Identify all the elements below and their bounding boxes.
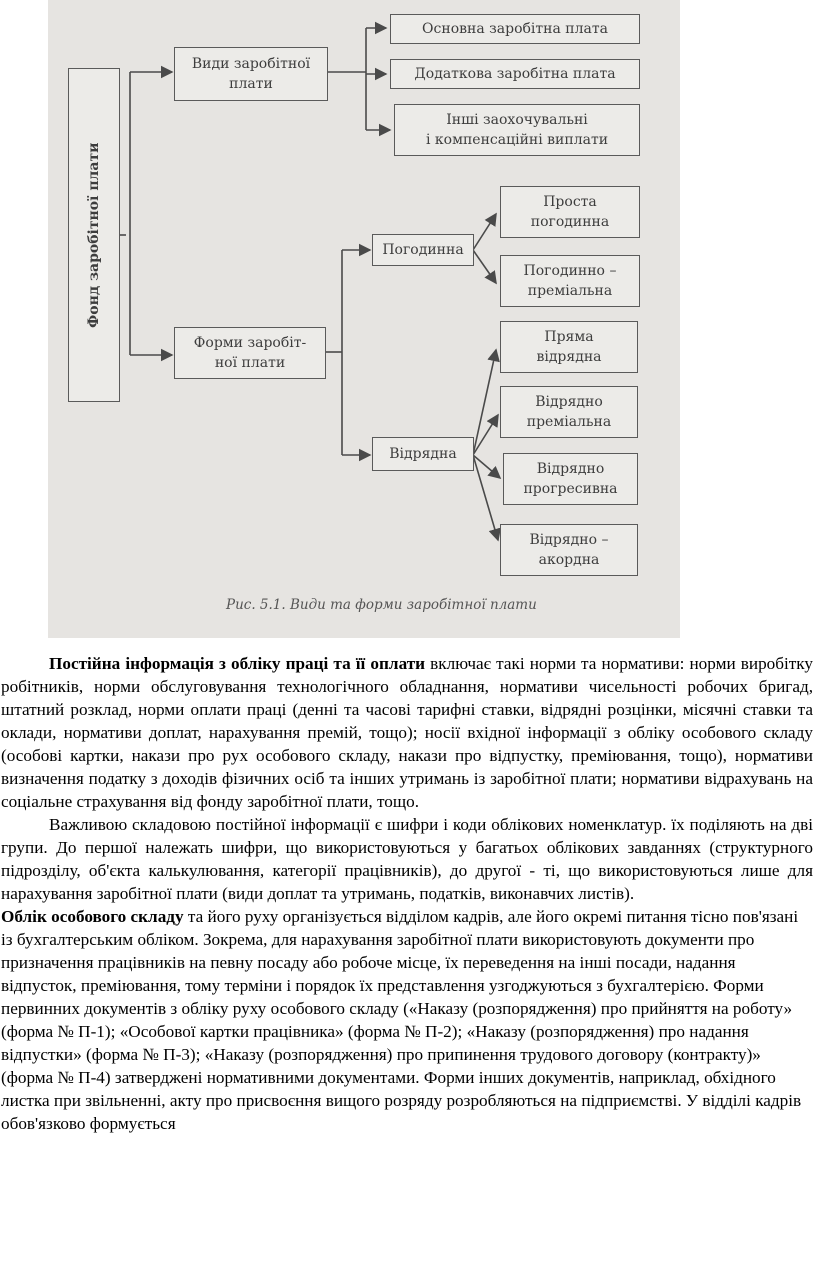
other-payments-box: Інші заохочувальні і компенсаційні виплати [394,104,640,156]
simple-time-box: Проста погодинна [500,186,640,238]
paragraph-1-heading: Постійна інформація з обліку праці та її оплати [49,654,426,673]
body-text [0,652,816,1135]
piece-bonus-box: Відрядно преміальна [500,386,638,438]
time-bonus-box: Погодинно – преміальна [500,255,640,307]
piece-progressive-box: Відрядно прогресивна [503,453,638,505]
direct-piece-box: Пряма відрядна [500,321,638,373]
additional-wage-box: Додаткова заробітна плата [390,59,640,89]
paragraph-3-heading: Облік особового складу [1,907,184,926]
paragraph-codes: Важливою складовою постійної інформації є шифри і коди облікових номенклатур. їх поділяють на дві групи. До першої належать шифри, що використовуються у багатьох облікових завданнях (структурного підрозділу, об'єкта калькулювання, категорії працівників), до другої - ті, що використовуються лише для нарахування заробітної плати (види доплат та утримань, податків, виконавчих листів). [1,815,813,903]
wage-forms-box: Форми заробіт- ної плати [174,327,326,379]
wage-diagram-figure [48,0,680,638]
paragraph-personnel [0,905,816,1135]
time-based-box: Погодинна [372,234,474,266]
paragraph-1-body: включає такі норми та нормативи: норми виробітку робітників, норми обслуговування технологічного обладнання, нормативи чисельності робочих бригад, штатний розклад, норми оплати праці (денні та часові тарифні ставки, відрядні розцінки, місячні ставки та оклади, нормативи доплат, нарахування премій, тощо); носії вхідної інформації з обліку особового складу (особові картки, накази про рух особового складу, накази про відпустку, преміювання, тощо), нормативи визначення податку з доходів фізичних осіб та інших утримань із заробітної плати; нормативи відрахувань на соціальне страхування від фонду заробітної плати, тощо. [1,654,813,811]
paragraph-3-body: та його руху організується відділом кадрів, але його окремі питання тісно пов'язані із бухгалтерським обліком. Зокрема, для нарахування заробітної плати використовують документи про призначення працівників на певну посаду або робоче місце, їх переведення на інші посади, надання відпусток, преміювання, тому терміни і порядок їх представлення узгоджуються з бухгалтерією. Форми первинних документів з обліку руху особового складу («Наказу (розпорядження) про прийняття на роботу» (форма № П-1); «Особової картки працівника» (форма № П-2); «Наказу (розпорядження) про надання відпустки» (форма № П-3); «Наказу (розпорядження) про припинення трудового договору (контракту)» (форма № П-4) затверджені нормативними документами. Форми інших документів, наприклад, обхідного листка при звільненні, акту про присвоєння вищого розряду розробляються на підприємстві. У відділі кадрів обов'язково формується [1,907,802,1133]
wage-types-box: Види заробітної плати [174,47,328,101]
fund-box: Фонд заробітної плати [68,68,120,402]
piece-lump-box: Відрядно – акордна [500,524,638,576]
piece-rate-box: Відрядна [372,437,474,471]
paragraph-constant-info [0,652,816,813]
figure-caption: Рис. 5.1. Види та форми заробітної плати [226,597,537,613]
basic-wage-box: Основна заробітна плата [390,14,640,44]
